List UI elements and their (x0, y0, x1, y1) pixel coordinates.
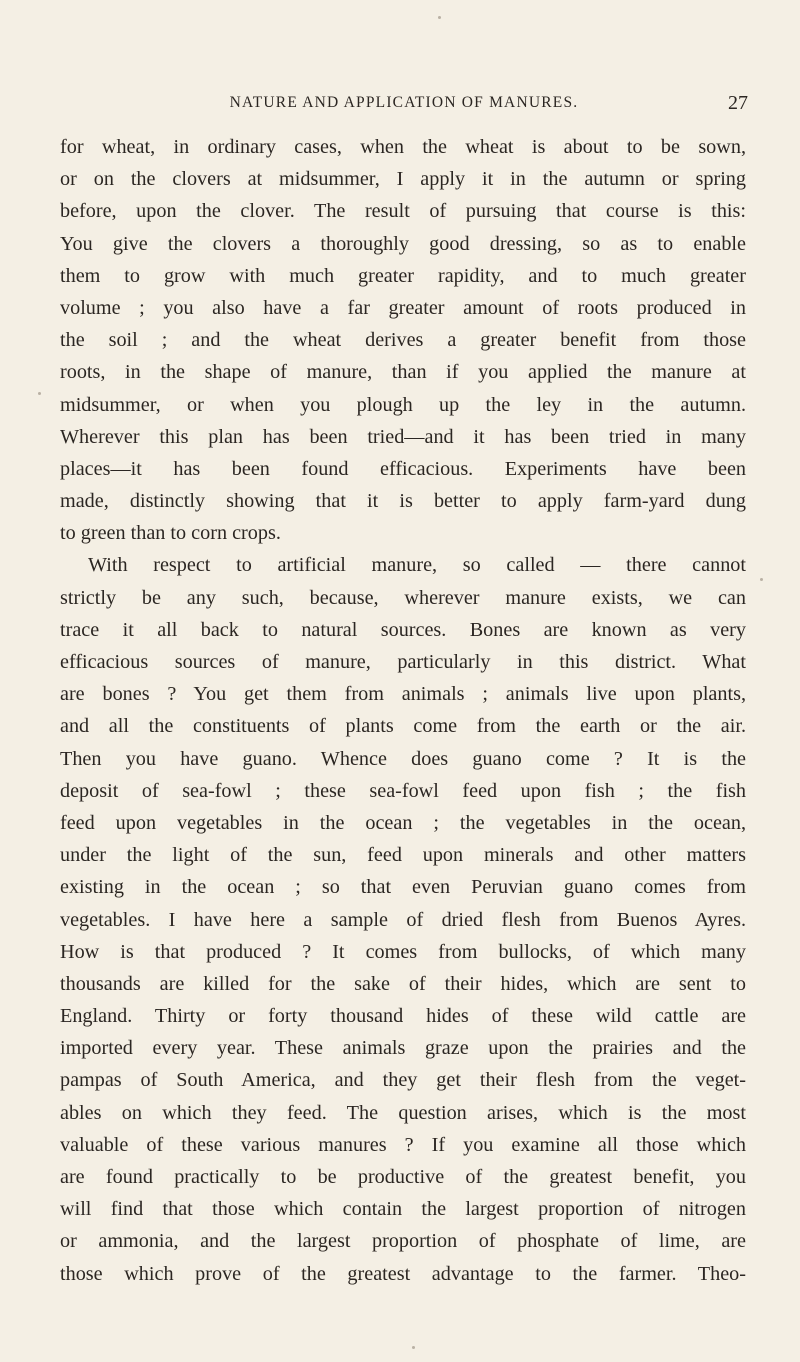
text-line: existing in the ocean ; so that even Peruvian guano comes from (60, 876, 746, 899)
page-number: 27 (728, 92, 748, 114)
running-head-title: NATURE AND APPLICATION OF MANURES. (229, 94, 579, 111)
body-text (60, 131, 746, 1290)
text-line: volume ; you also have a far greater amount of roots produced in (60, 296, 746, 319)
text-line: or ammonia, and the largest proportion of phosphate of lime, are (60, 1230, 746, 1253)
text-line: the soil ; and the wheat derives a greater benefit from those (60, 329, 746, 352)
text-line: feed upon vegetables in the ocean ; the vegetables in the ocean, (60, 811, 746, 834)
text-line: deposit of sea-fowl ; these sea-fowl feed upon fish ; the fish (60, 779, 746, 802)
text-line: or on the clovers at midsummer, I apply it in the autumn or spring (60, 168, 746, 191)
paper-speck (760, 578, 763, 581)
paper-speck (412, 1346, 415, 1349)
paragraph-start-line: With respect to artificial manure, so called — there cannot (88, 554, 746, 577)
text-line: trace it all back to natural sources. Bones are known as very (60, 618, 746, 641)
text-line: places—it has been found efficacious. Experiments have been (60, 457, 746, 480)
text-line: are bones ? You get them from animals ; animals live upon plants, (60, 683, 746, 706)
text-line: valuable of these various manures ? If you examine all those which (60, 1133, 746, 1156)
text-line: imported every year. These animals graze upon the prairies and the (60, 1037, 746, 1060)
text-line: England. Thirty or forty thousand hides of these wild cattle are (60, 1005, 746, 1028)
text-line: roots, in the shape of manure, than if you applied the manure at (60, 361, 746, 384)
text-line: vegetables. I have here a sample of dried flesh from Buenos Ayres. (60, 908, 746, 931)
text-line: and all the constituents of plants come from the earth or the air. (60, 715, 746, 738)
running-head (60, 88, 748, 118)
text-line: will find that those which contain the largest proportion of nitrogen (60, 1198, 746, 1221)
text-line: You give the clovers a thoroughly good dressing, so as to enable (60, 232, 746, 255)
text-line: ables on which they feed. The question arises, which is the most (60, 1101, 746, 1124)
text-line: those which prove of the greatest advantage to the farmer. Theo- (60, 1262, 746, 1285)
paper-speck (438, 16, 441, 19)
text-line: them to grow with much greater rapidity, and to much greater (60, 264, 746, 287)
text-line: to green than to corn crops. (60, 522, 281, 545)
text-line: Wherever this plan has been tried—and it has been tried in many (60, 425, 746, 448)
text-line: are found practically to be productive of the greatest benefit, you (60, 1166, 746, 1188)
text-line: midsummer, or when you plough up the ley in the autumn. (60, 393, 746, 416)
text-line: How is that produced ? It comes from bullocks, of which many (60, 940, 746, 963)
text-line: under the light of the sun, feed upon minerals and other matters (60, 844, 746, 867)
text-line: efficacious sources of manure, particularly in this district. What (60, 651, 746, 673)
text-line: for wheat, in ordinary cases, when the wheat is about to be sown, (60, 136, 746, 158)
text-line: Then you have guano. Whence does guano come ? It is the (60, 747, 746, 770)
text-line: made, distinctly showing that it is better to apply farm-yard dung (60, 490, 746, 513)
paper-speck (38, 392, 41, 395)
text-line: before, upon the clover. The result of pursuing that course is this: (60, 200, 746, 223)
text-line: pampas of South America, and they get their flesh from the veget- (60, 1069, 746, 1092)
text-line: strictly be any such, because, wherever manure exists, we can (60, 586, 746, 609)
text-line: thousands are killed for the sake of their hides, which are sent to (60, 972, 746, 995)
